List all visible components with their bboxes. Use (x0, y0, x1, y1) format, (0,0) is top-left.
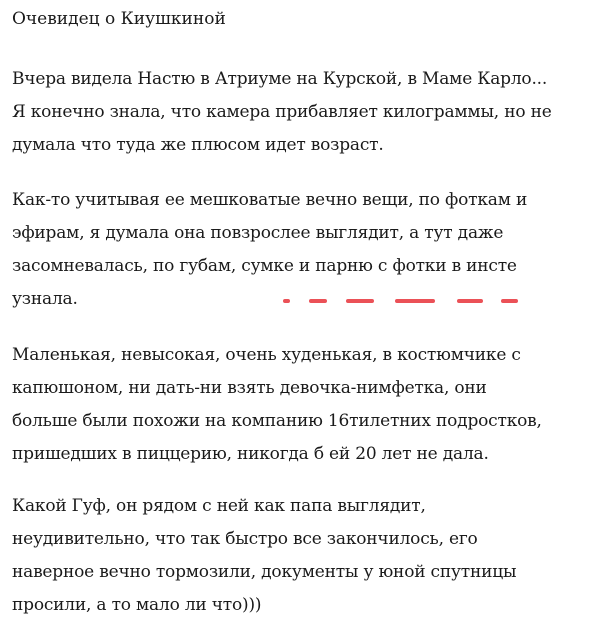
paragraph-line: просили, а то мало ли что))) (12, 595, 262, 615)
paragraph-line: Маленькая, невысокая, очень худенькая, в костюмчике с (12, 345, 521, 365)
paragraph-line: Вчера видела Настю в Атриуме на Курской, в Маме Карло... (12, 69, 548, 89)
page-title: Очевидец о Киушкиной (12, 9, 226, 29)
red-dash-segment (457, 299, 483, 303)
paragraph-3 (12, 339, 600, 471)
paragraph-line: узнала. (12, 289, 78, 309)
red-dash-segment (283, 299, 290, 303)
paragraph-line: неудивительно, что так быстро все закончилось, его (12, 529, 478, 549)
paragraph-line: больше были похожи на компанию 16тилетних подростков, (12, 411, 542, 431)
red-dash-segment (501, 299, 518, 303)
paragraph-line: Как-то учитывая ее мешковатые вечно вещи, по фоткам и (12, 190, 528, 210)
red-dash-segment (395, 299, 435, 303)
paragraph-line: наверное вечно тормозили, документы у юной спутницы (12, 562, 517, 582)
paragraph-line: Какой Гуф, он рядом с ней как папа выглядит, (12, 496, 426, 516)
paragraph-4 (12, 490, 600, 622)
paragraph-line: пришедших в пиццерию, никогда б ей 20 лет не дала. (12, 444, 489, 464)
red-dash-segment (346, 299, 374, 303)
paragraph-line: эфирам, я думала она повзрослее выглядит, а тут даже (12, 223, 504, 243)
paragraph-1 (12, 63, 600, 162)
paragraph-line: думала что туда же плюсом идет возраст. (12, 135, 384, 155)
red-dash-segment (309, 299, 327, 303)
paragraph-line: Я конечно знала, что камера прибавляет килограммы, но не (12, 102, 552, 122)
paragraph-2 (12, 184, 600, 316)
red-dash-mark (283, 299, 518, 304)
paragraph-line: капюшоном, ни дать-ни взять девочка-нимфетка, они (12, 378, 487, 398)
paragraph-line: засомневалась, по губам, сумке и парню с фотки в инсте (12, 256, 517, 276)
